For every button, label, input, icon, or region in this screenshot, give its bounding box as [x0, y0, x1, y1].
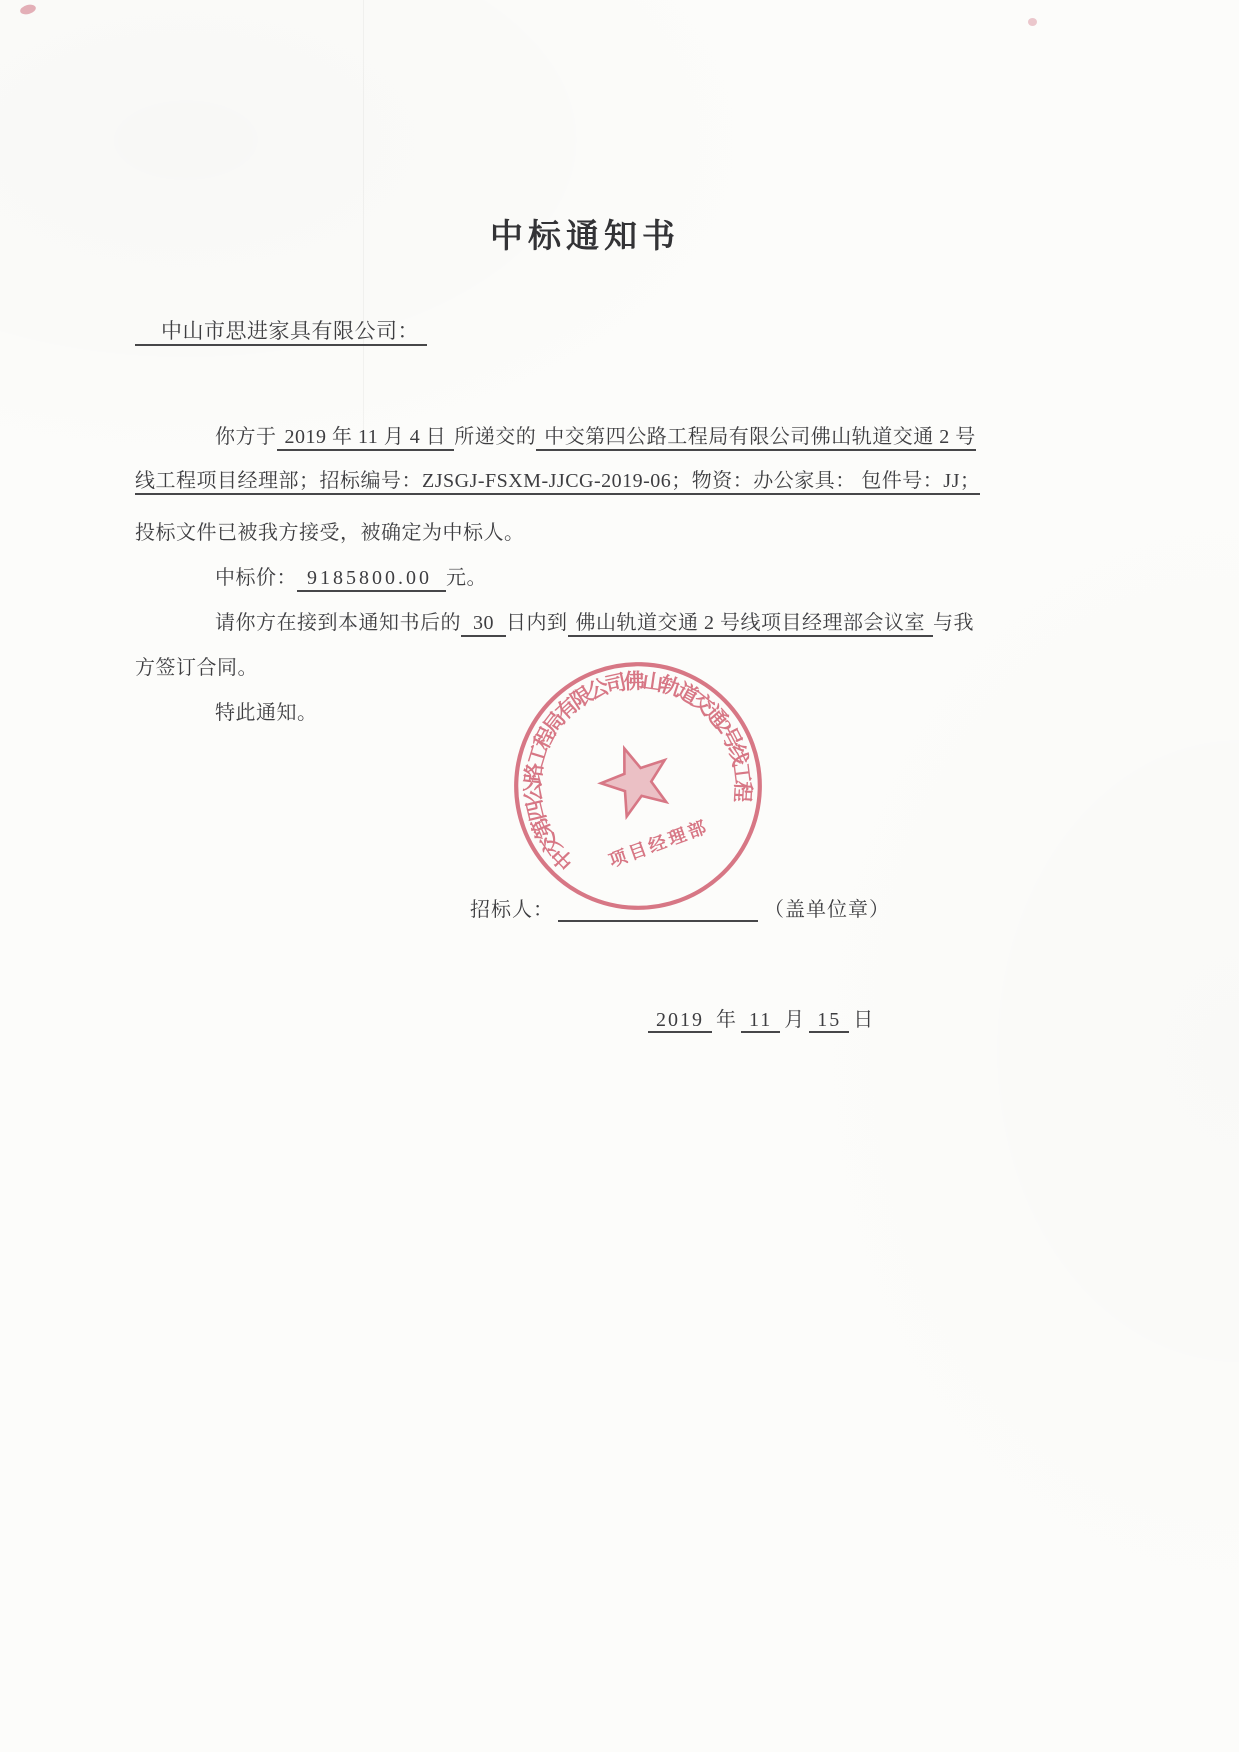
document-title: 中标通知书 [490, 219, 680, 255]
tender-info-underlined: 线工程项目经理部；招标编号：ZJSGJ-FSXM-JJCG-2019-06；物资：办公家具： 包件号：JJ； [135, 470, 980, 495]
body-text: 日内到 [506, 612, 568, 634]
date-year: 2019 [648, 1009, 712, 1033]
body-text: 投标文件已被我方接受，被确定为中标人。 [135, 522, 525, 544]
body-text: 方签订合同。 [135, 657, 258, 679]
date-month-unit: 月 [784, 1009, 806, 1031]
scan-artifact-mark [19, 3, 37, 16]
price-label: 中标价： [215, 567, 297, 589]
date-month: 11 [741, 1009, 780, 1033]
price-value-underlined: 9185800.00 [297, 567, 446, 592]
scan-artifact-mark [1028, 18, 1037, 26]
signature-blank-underline [558, 898, 758, 922]
date-day-unit: 日 [853, 1009, 875, 1031]
body-line-2 [135, 466, 1145, 496]
seal-note: （盖单位章） [764, 899, 890, 921]
project-name-underlined: 中交第四公路工程局有限公司佛山轨道交通 2 号 [536, 426, 976, 451]
star-icon [592, 737, 678, 821]
body-line-5 [135, 608, 1225, 638]
body-text: 请你方在接到本通知书后的 [215, 612, 461, 634]
meeting-place-underlined: 佛山轨道交通 2 号线项目经理部会议室 [568, 612, 934, 637]
body-line-7 [135, 698, 1225, 728]
price-line [135, 563, 1225, 593]
date-day: 15 [809, 1009, 849, 1033]
signature-line [470, 893, 890, 922]
body-line-1 [135, 422, 1225, 452]
tenderer-label: 招标人： [470, 899, 554, 921]
recipient-line [135, 316, 1145, 346]
body-text: 所递交的 [454, 426, 537, 448]
submission-date-underlined: 2019 年 11 月 4 日 [277, 426, 455, 451]
seal-arc-path [513, 661, 747, 866]
price-unit: 元。 [446, 567, 487, 589]
seal-bottom-text: 项目经理部 [606, 816, 712, 871]
body-text: 特此通知。 [215, 702, 318, 724]
date-year-unit: 年 [716, 1009, 737, 1031]
body-line-3 [135, 518, 1145, 548]
body-text: 你方于 [215, 426, 277, 448]
recipient-name: 中山市思进家具有限公司： [135, 319, 427, 346]
seal-arc-text: 中交第四公路工程局有限公司佛山轨道交通2号线工程 [520, 668, 756, 875]
date-line [648, 1003, 878, 1032]
body-line-6 [135, 653, 1145, 683]
body-text: 与我 [933, 612, 974, 634]
deadline-days-underlined: 30 [461, 612, 506, 637]
